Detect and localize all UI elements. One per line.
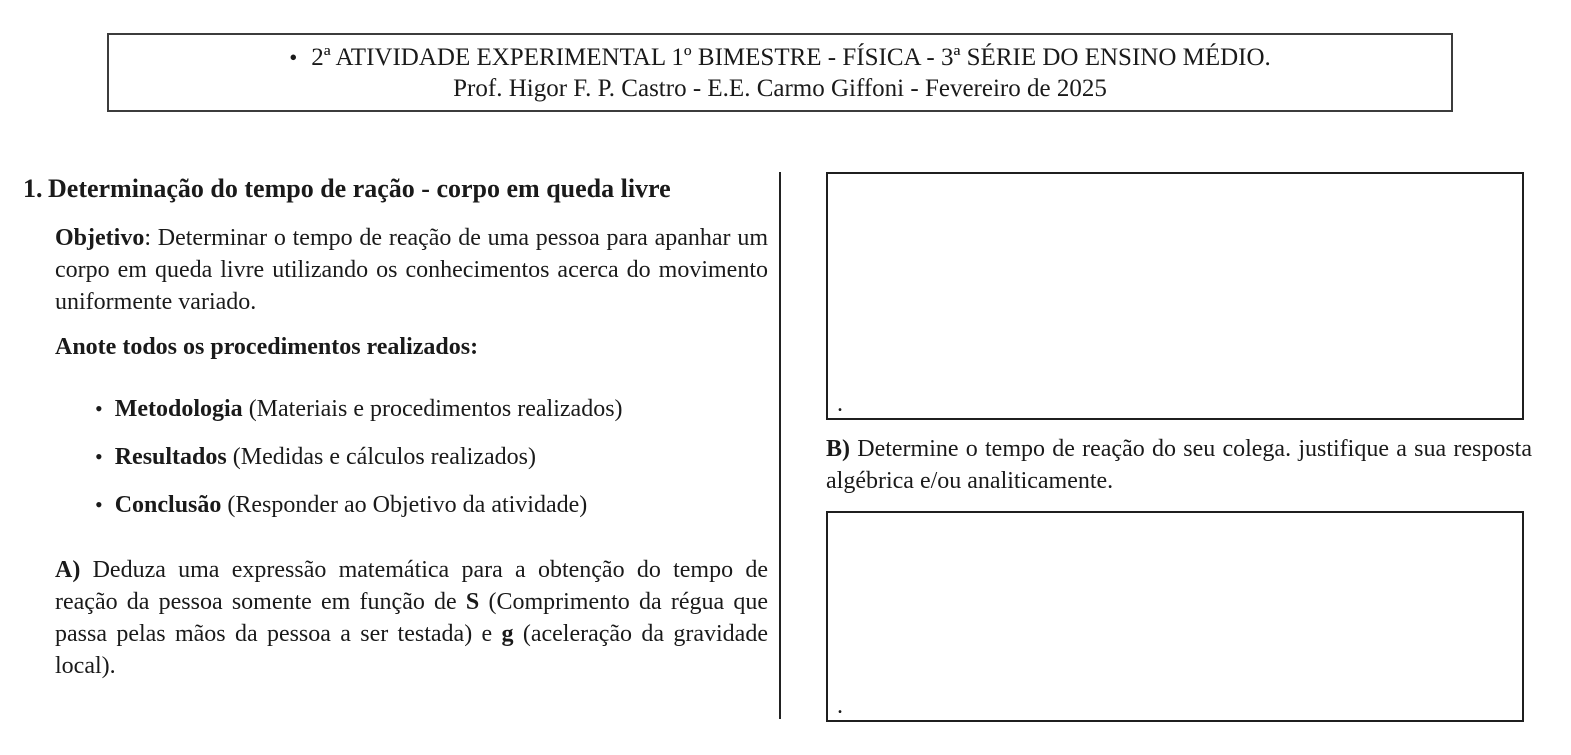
list-item-text [115, 489, 588, 521]
list-item-term: Conclusão [114, 492, 222, 518]
answer-box-a [826, 172, 1524, 420]
question-a-text-2: (Comprimento da régua que passa pelas mãos da pessoa a ser testada) e [55, 589, 768, 647]
question-a-variable-g: g [501, 621, 514, 647]
list-item-metodologia [95, 393, 770, 425]
procedures-list [0, 393, 770, 521]
objective-paragraph [55, 222, 768, 318]
header-box [107, 33, 1453, 112]
list-item-desc: (Materiais e procedimentos realizados) [242, 396, 623, 422]
question-a-paragraph [55, 554, 768, 682]
bullet-icon: • [95, 396, 103, 421]
procedures-heading: Anote todos os procedimentos realizados: [55, 334, 479, 360]
question-a-variable-s: S [465, 589, 480, 615]
column-divider-line [779, 172, 781, 719]
left-column [0, 172, 770, 682]
bullet-icon: • [95, 444, 103, 469]
question-a-text-3: (aceleração da gravidade local). [55, 621, 768, 679]
objective-text: : Determinar o tempo de reação de uma pessoa para apanhar um corpo em queda livre utilizando os conhecimentos acerca do movimento uniformente variado. [55, 225, 768, 315]
list-item-term: Resultados [114, 444, 227, 470]
question-b-text: Determine o tempo de reação do seu colega. justifique a sua resposta algébrica e/ou analiticamente. [826, 436, 1532, 494]
item-1-number: 1. [23, 174, 43, 203]
answer-box-b [826, 511, 1524, 722]
list-item-desc: (Medidas e cálculos realizados) [226, 444, 536, 470]
header-subtitle: Prof. Higor F. P. Castro - E.E. Carmo Giffoni - Fevereiro de 2025 [453, 74, 1107, 102]
list-item-desc: (Responder ao Objetivo da atividade) [221, 492, 588, 518]
list-item-text [115, 393, 623, 425]
question-a-text-1: Deduza uma expressão matemática para a obtenção do tempo de reação da pessoa somente em função de [55, 557, 768, 615]
question-b-paragraph [826, 433, 1532, 497]
answer-box-a-dot: . [837, 391, 843, 417]
answer-box-b-dot: . [837, 693, 843, 719]
list-item-text [115, 441, 536, 473]
bullet-icon: • [95, 492, 103, 517]
bullet-icon: • [289, 44, 298, 70]
objective-label: Objetivo [55, 225, 145, 251]
list-item-term: Metodologia [114, 396, 243, 422]
header-title-text: 2ª ATIVIDADE EXPERIMENTAL 1º BIMESTRE - FÍSICA - 3ª SÉRIE DO ENSINO MÉDIO. [311, 43, 1271, 71]
list-item-conclusao [95, 489, 770, 521]
question-b-label: B) [826, 436, 850, 462]
list-item-resultados [95, 441, 770, 473]
header-title-line [289, 42, 1271, 73]
question-a-label: A) [55, 557, 81, 583]
item-1-title: Determinação do tempo de ração - corpo em queda livre [48, 174, 671, 203]
item-1-heading [0, 172, 770, 206]
right-column [826, 172, 1532, 722]
